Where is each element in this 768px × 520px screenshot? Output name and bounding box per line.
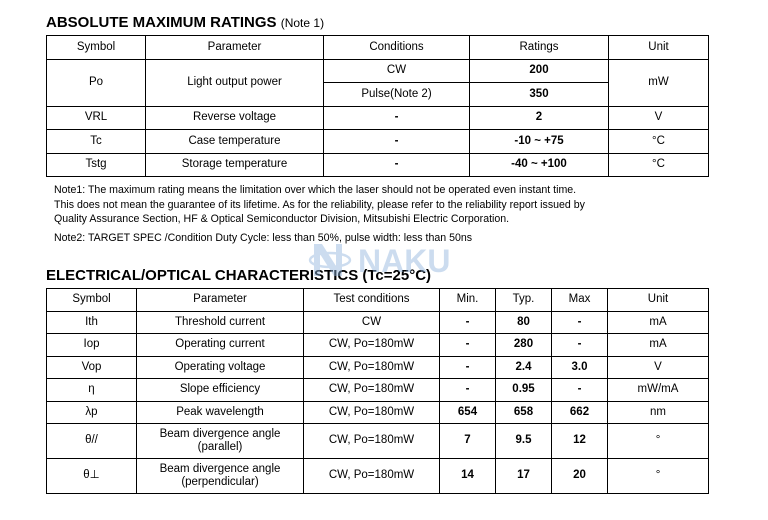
rating-cell: -10 ~ +75: [470, 130, 609, 154]
eo-table: [46, 288, 709, 494]
watermark-text: NAKU: [358, 243, 451, 279]
eo-title: ELECTRICAL/OPTICAL CHARACTERISTICS (Tc=25°C): [46, 267, 432, 284]
header-cell: Typ.: [496, 289, 552, 312]
table-row: [47, 59, 709, 83]
parameter-line: Beam divergence angle: [159, 462, 281, 475]
conditions-cell: CW, Po=180mW: [304, 334, 440, 357]
parameter-cell: Storage temperature: [146, 153, 324, 177]
parameter-cell: Case temperature: [146, 130, 324, 154]
parameter-line: (parallel): [197, 441, 243, 453]
header-cell: Conditions: [324, 36, 470, 60]
max-cell: -: [552, 311, 608, 334]
unit-cell: mW/mA: [608, 379, 709, 402]
table-row: [47, 401, 709, 424]
table-row: [47, 356, 709, 379]
naku-watermark-logo: [308, 236, 498, 282]
unit-cell: °C: [609, 130, 709, 154]
unit-cell: V: [608, 356, 709, 379]
conditions-cell: CW: [304, 311, 440, 334]
abs-max-title-text: ABSOLUTE MAXIMUM RATINGS: [46, 14, 277, 31]
symbol-cell: Vop: [47, 356, 137, 379]
unit-cell: mA: [608, 311, 709, 334]
table-row: [47, 106, 709, 130]
rating-cell: 2: [470, 106, 609, 130]
min-cell: 654: [440, 401, 496, 424]
header-cell: Ratings: [470, 36, 609, 60]
parameter-line: (perpendicular): [181, 476, 259, 488]
parameter-cell: Threshold current: [137, 311, 304, 334]
parameter-line: Beam divergence angle: [159, 427, 281, 440]
conditions-cell: CW: [324, 59, 470, 83]
note2-line: Note2: TARGET SPEC /Condition Duty Cycle: less than 50%, pulse width: less than 50ns: [54, 231, 473, 244]
symbol-cell: Tc: [47, 130, 146, 154]
table-header-row: [47, 289, 709, 312]
unit-cell: mW: [609, 59, 709, 106]
conditions-cell: -: [324, 130, 470, 154]
max-cell: -: [552, 379, 608, 402]
header-cell: Min.: [440, 289, 496, 312]
parameter-cell: [137, 424, 304, 459]
symbol-cell: θ⊥: [47, 459, 137, 494]
conditions-cell: CW, Po=180mW: [304, 401, 440, 424]
min-cell: -: [440, 356, 496, 379]
parameter-cell: [137, 459, 304, 494]
symbol-cell: Po: [47, 59, 146, 106]
conditions-cell: CW, Po=180mW: [304, 459, 440, 494]
table-row: [47, 334, 709, 357]
symbol-cell: θ//: [47, 424, 137, 459]
max-cell: 662: [552, 401, 608, 424]
table-row: [47, 153, 709, 177]
typ-cell: 9.5: [496, 424, 552, 459]
typ-cell: 658: [496, 401, 552, 424]
min-cell: 7: [440, 424, 496, 459]
unit-cell: V: [609, 106, 709, 130]
abs-max-title: [46, 14, 324, 31]
symbol-cell: η: [47, 379, 137, 402]
min-cell: -: [440, 334, 496, 357]
unit-cell: °: [608, 424, 709, 459]
conditions-cell: Pulse(Note 2): [324, 83, 470, 107]
max-cell: 3.0: [552, 356, 608, 379]
symbol-cell: λp: [47, 401, 137, 424]
typ-cell: 80: [496, 311, 552, 334]
parameter-cell: Light output power: [146, 59, 324, 106]
typ-cell: 17: [496, 459, 552, 494]
rating-cell: -40 ~ +100: [470, 153, 609, 177]
table-row: [47, 130, 709, 154]
header-cell: Unit: [609, 36, 709, 60]
header-cell: Symbol: [47, 36, 146, 60]
table-row: [47, 424, 709, 459]
abs-max-note-ref: (Note 1): [280, 16, 325, 30]
parameter-cell: Peak wavelength: [137, 401, 304, 424]
abs-max-table: [46, 35, 709, 177]
conditions-cell: -: [324, 106, 470, 130]
table-row: [47, 379, 709, 402]
symbol-cell: Tstg: [47, 153, 146, 177]
min-cell: -: [440, 379, 496, 402]
parameter-cell: Operating voltage: [137, 356, 304, 379]
header-cell: Parameter: [146, 36, 324, 60]
parameter-cell: Reverse voltage: [146, 106, 324, 130]
conditions-cell: CW, Po=180mW: [304, 424, 440, 459]
parameter-cell: Operating current: [137, 334, 304, 357]
max-cell: 12: [552, 424, 608, 459]
header-cell: Unit: [608, 289, 709, 312]
rating-cell: 350: [470, 83, 609, 107]
symbol-cell: Ith: [47, 311, 137, 334]
table-header-row: [47, 36, 709, 60]
min-cell: -: [440, 311, 496, 334]
table-row: [47, 311, 709, 334]
header-cell: Parameter: [137, 289, 304, 312]
conditions-cell: -: [324, 153, 470, 177]
header-cell: Max: [552, 289, 608, 312]
header-cell: Test conditions: [304, 289, 440, 312]
conditions-cell: CW, Po=180mW: [304, 379, 440, 402]
unit-cell: nm: [608, 401, 709, 424]
min-cell: 14: [440, 459, 496, 494]
max-cell: -: [552, 334, 608, 357]
symbol-cell: Iop: [47, 334, 137, 357]
max-cell: 20: [552, 459, 608, 494]
rating-cell: 200: [470, 59, 609, 83]
unit-cell: mA: [608, 334, 709, 357]
unit-cell: °: [608, 459, 709, 494]
note1-line: Quality Assurance Section, HF & Optical Semiconductor Division, Mitsubishi Electric Corporation.: [54, 213, 510, 225]
symbol-cell: VRL: [47, 106, 146, 130]
typ-cell: 280: [496, 334, 552, 357]
unit-cell: °C: [609, 153, 709, 177]
table-row: [47, 459, 709, 494]
note1-line: Note1: The maximum rating means the limitation over which the laser should not be operated even instant time.: [54, 184, 577, 196]
header-cell: Symbol: [47, 289, 137, 312]
typ-cell: 0.95: [496, 379, 552, 402]
note1-line: This does not mean the guarantee of its lifetime. As for the reliability, please refer to the reliability report issued by: [54, 198, 585, 211]
typ-cell: 2.4: [496, 356, 552, 379]
conditions-cell: CW, Po=180mW: [304, 356, 440, 379]
parameter-cell: Slope efficiency: [137, 379, 304, 402]
